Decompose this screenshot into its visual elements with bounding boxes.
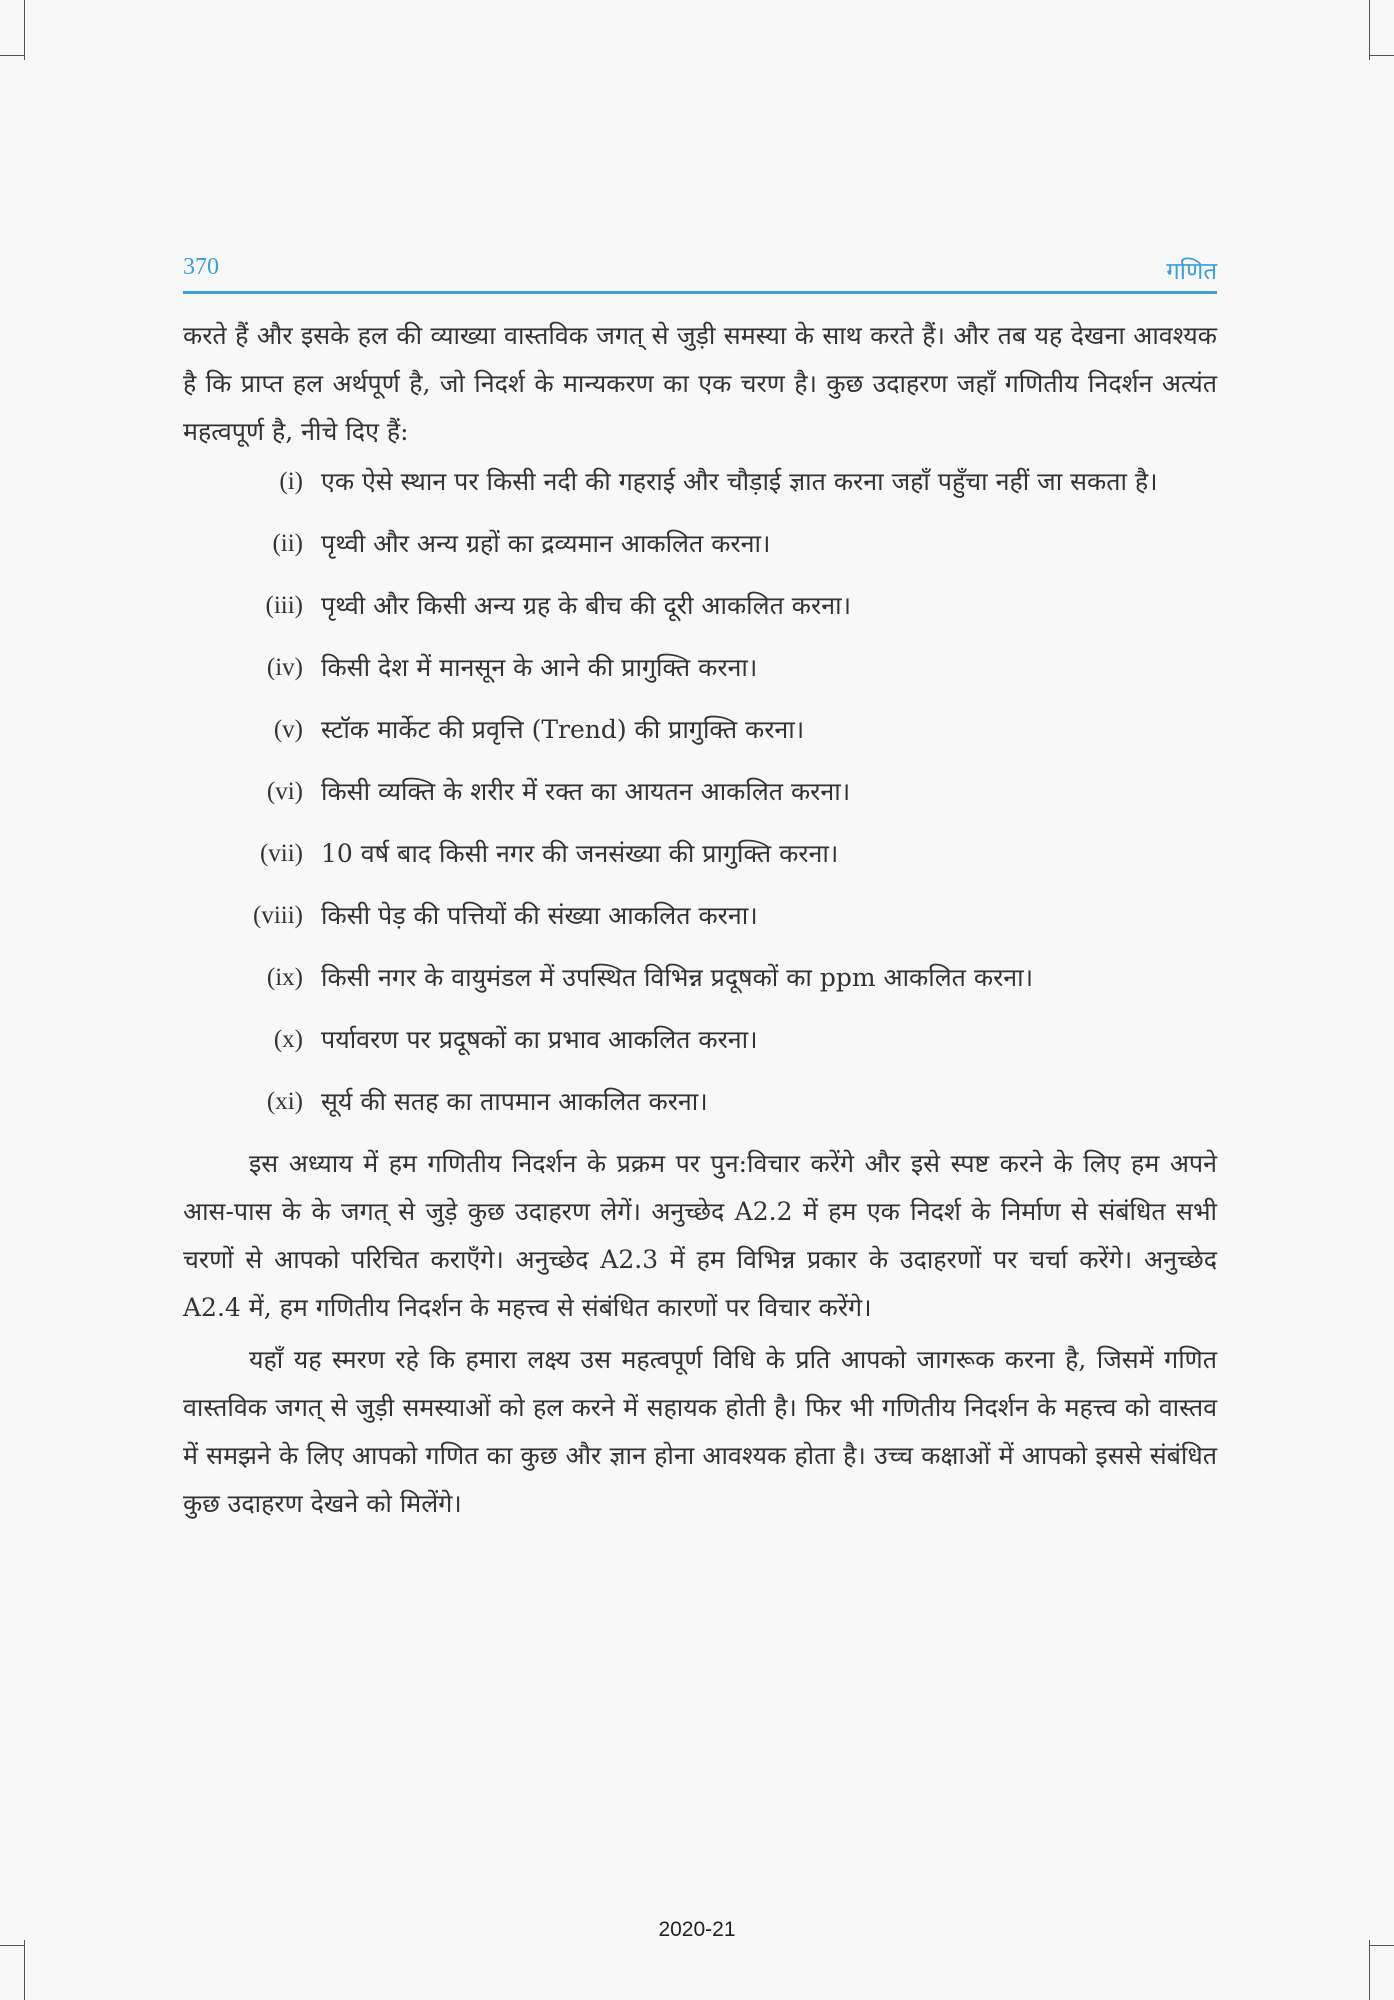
crop-mark-bottom-left [24,1940,25,2000]
list-item-number: (vi) [266,778,303,805]
crop-mark-bottom-right [1369,1940,1370,2000]
crop-mark-top-left [0,55,25,56]
list-item-text: स्टॉक मार्केट की प्रवृत्ति (Trend) की प्रागुक्ति करना। [321,715,805,744]
body-paragraph: इस अध्याय में हम गणितीय निदर्शन के प्रक्रम पर पुन:विचार करेंगे और इसे स्पष्ट करने के लिए हम अपने आस-पास के के जगत् से जुड़े कुछ उदाहरण लेगें। अनुच्छेद A2.2 में हम एक निदर्श के निर्माण से संबंधित सभी चरणों से आपको परिचित कराएँगे। अनुच्छेद A2.3 में हम विभिन्न प्रकार के उदाहरणों पर चर्चा करेंगे। अनुच्छेद A2.4 में, हम गणितीय निदर्शन के महत्त्व से संबंधित कारणों पर विचार करेंगे। [183,1149,1217,1322]
list-item [183,892,1217,939]
crop-mark-bottom-left [0,1945,25,1946]
list-item-number: (x) [273,1026,303,1053]
crop-mark-top-left [24,0,25,60]
page-header [183,252,1217,292]
list-item [183,768,1217,815]
list-item-number: (v) [273,716,303,743]
list-item-text: पर्यावरण पर प्रदूषकों का प्रभाव आकलित करना। [321,1025,758,1054]
list-item [183,582,1217,629]
list-item [183,458,1217,505]
list-item-number: (vii) [259,840,303,867]
list-item-text: सूर्य की सतह का तापमान आकलित करना। [321,1087,708,1116]
crop-mark-top-right [1369,0,1370,60]
list-item-text: एक ऐसे स्थान पर किसी नदी की गहराई और चौड़ाई ज्ञात करना जहाँ पहुँचा नहीं जा सकता है। [321,467,1158,496]
list-item-number: (xi) [266,1088,303,1115]
page-number: 370 [183,254,219,280]
footer-year: 2020-21 [658,1918,736,1941]
examples-list [183,458,1217,1125]
list-item-number: (iv) [266,654,303,681]
list-item-text: पृथ्वी और अन्य ग्रहों का द्रव्यमान आकलित करना। [321,529,771,558]
list-item [183,706,1217,753]
list-item-number: (iii) [265,592,303,619]
list-item-text: पृथ्वी और किसी अन्य ग्रह के बीच की दूरी आकलित करना। [321,591,852,620]
list-item [183,954,1217,1001]
list-item-text: किसी पेड़ की पत्तियों की संख्या आकलित करना। [321,901,758,930]
body-paragraph: यहाँ यह स्मरण रहे कि हमारा लक्ष्य उस महत्वपूर्ण विधि के प्रति आपको जागरूक करना है, जिसमें गणित वास्तविक जगत् से जुड़ी समस्याओं को हल करने में सहायक होती है। फिर भी गणितीय निदर्शन के महत्त्व को वास्तव में समझने के लिए आपको गणित का कुछ और ज्ञान होना आवश्यक होता है। उच्च कक्षाओं में आपको इससे संबंधित कुछ उदाहरण देखने को मिलेंगे। [183,1345,1217,1518]
list-item-text: किसी देश में मानसून के आने की प्रागुक्ति करना। [321,653,758,682]
page-body [183,312,1217,1528]
intro-paragraph: करते हैं और इसके हल की व्याख्या वास्तविक जगत् से जुड़ी समस्या के साथ करते हैं। और तब यह देखना आवश्यक है कि प्राप्त हल अर्थपूर्ण है, जो निदर्श के मान्यकरण का एक चरण है। कुछ उदाहरण जहाँ गणितीय निदर्शन अत्यंत महत्वपूर्ण है, नीचे दिए हैं: [183,321,1217,446]
list-item-text: किसी नगर के वायुमंडल में उपस्थित विभिन्न प्रदूषकों का ppm आकलित करना। [321,963,1034,992]
header-rule [183,291,1217,294]
list-item-text: 10 वर्ष बाद किसी नगर की जनसंख्या की प्रागुक्ति करना। [321,839,839,868]
crop-mark-top-right [1369,55,1394,56]
list-item [183,1078,1217,1125]
list-item-number: (ix) [266,964,303,991]
list-item-number: (viii) [253,902,303,929]
list-item [183,520,1217,567]
list-item-text: किसी व्यक्ति के शरीर में रक्त का आयतन आकलित करना। [321,777,851,806]
crop-mark-bottom-right [1369,1945,1394,1946]
list-item [183,644,1217,691]
list-item-number: (ii) [272,530,303,557]
list-item [183,830,1217,877]
running-header-subject: गणित [1166,257,1217,285]
list-item-number: (i) [279,468,303,495]
list-item [183,1016,1217,1063]
